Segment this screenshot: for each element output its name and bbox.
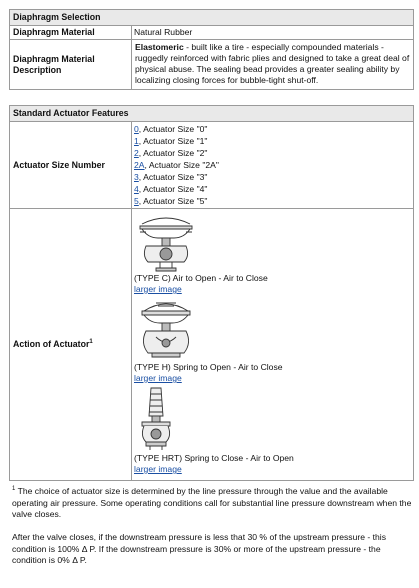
action-of-actuator-label	[10, 209, 132, 481]
type-c-caption: (TYPE C) Air to Open - Air to Close	[134, 273, 268, 283]
type-h-actuator-diagram[interactable]	[138, 297, 194, 361]
size-text-1: , Actuator Size "1"	[138, 136, 208, 146]
size-item-2a	[134, 159, 411, 171]
size-item-4	[134, 183, 411, 195]
action-label-text: Action of Actuator	[13, 339, 90, 349]
type-h-larger-image-link[interactable]: larger image	[134, 373, 182, 383]
size-item-0	[134, 123, 411, 135]
size-item-5	[134, 195, 411, 207]
actuator-footnote	[12, 486, 414, 521]
size-text-3: , Actuator Size "3"	[138, 172, 208, 182]
size-link-1[interactable]: 1	[134, 136, 139, 146]
footnote-text: The choice of actuator size is determined by the line pressure through the value and the available operating air pressure. Some operating conditions call for substantial line pressure downstream when the valve closes.	[12, 486, 412, 519]
type-h-caption: (TYPE H) Spring to Open - Air to Close	[134, 362, 283, 372]
size-link-4[interactable]: 4	[134, 184, 139, 194]
footnote-marker: 1	[89, 339, 93, 346]
actuator-size-list	[132, 122, 414, 209]
size-text-5: , Actuator Size "5"	[138, 196, 208, 206]
action-of-actuator-cell	[132, 209, 414, 481]
footnote-sup: 1	[12, 486, 16, 493]
size-text-4: , Actuator Size "4"	[138, 184, 208, 194]
diaphragm-description-cell	[132, 40, 414, 90]
diaphragm-selection-header: Diaphragm Selection	[10, 10, 414, 26]
size-link-2[interactable]: 2	[134, 148, 139, 158]
size-item-3	[134, 171, 411, 183]
size-link-0[interactable]: 0	[134, 124, 139, 134]
type-hrt-larger-image-link[interactable]: larger image	[134, 464, 182, 474]
actuator-features-header: Standard Actuator Features	[10, 106, 414, 122]
size-text-2a: , Actuator Size "2A"	[144, 160, 219, 170]
diaphragm-material-label: Diaphragm Material	[10, 26, 132, 40]
type-c-actuator-diagram[interactable]	[138, 210, 194, 272]
type-c-larger-image-link[interactable]: larger image	[134, 284, 182, 294]
actuator-features-table	[9, 105, 414, 481]
type-hrt-actuator-diagram[interactable]	[138, 386, 174, 452]
size-text-0: , Actuator Size "0"	[138, 124, 208, 134]
size-item-2	[134, 147, 411, 159]
description-term: Elastomeric	[135, 42, 184, 52]
description-text: - built like a tire - especially compounded materials - ruggedly reinforced with fabric plies and designed to take a great deal of physical abuse. The sealing bead provides a greater sealing ability by localizing closing forces for bubble-tight shut-off.	[135, 42, 410, 85]
actuator-size-label: Actuator Size Number	[10, 122, 132, 209]
size-link-3[interactable]: 3	[134, 172, 139, 182]
diaphragm-selection-table	[9, 9, 414, 90]
type-hrt-caption: (TYPE HRT) Spring to Close - Air to Open	[134, 453, 294, 463]
size-text-2: , Actuator Size "2"	[138, 148, 208, 158]
pressure-note: After the valve closes, if the downstream pressure is less that 30 % of the upstream pressure - this condition is 100% Δ P. If the downstream pressure is 30% or more of the upstream pressure - the condition is 0% Δ P.	[12, 532, 386, 565]
diaphragm-description-label: Diaphragm Material Description	[10, 40, 132, 90]
size-link-5[interactable]: 5	[134, 196, 139, 206]
size-item-1	[134, 135, 411, 147]
size-link-2a[interactable]: 2A	[134, 160, 145, 170]
diaphragm-material-value: Natural Rubber	[132, 26, 414, 40]
